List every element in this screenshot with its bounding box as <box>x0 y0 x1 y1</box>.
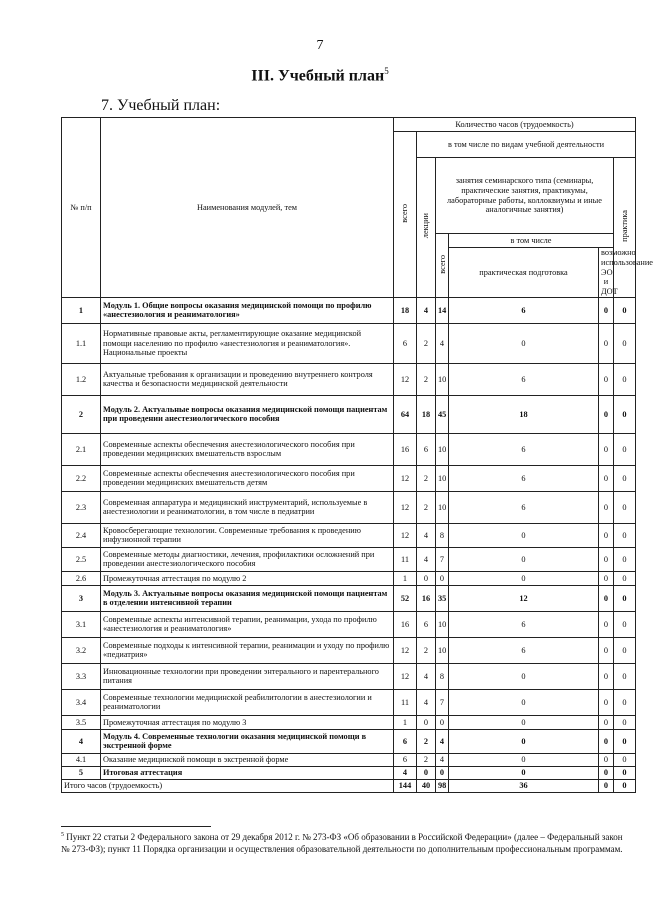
row-num: 3.4 <box>62 689 101 715</box>
header-including: в том числе <box>449 234 614 248</box>
row-name: Актуальные требования к организации и проведению внутреннего контроля качества и безопасности медицинской деятельности <box>101 363 394 395</box>
module-row <box>62 297 636 323</box>
header-num: № п/п <box>62 118 101 298</box>
row-num: 2.2 <box>62 465 101 491</box>
row-pp: 6 <box>449 433 599 465</box>
row-lec: 2 <box>417 363 436 395</box>
row-total: 18 <box>394 297 417 323</box>
section-title <box>0 66 640 85</box>
totals-pr: 0 <box>614 779 636 792</box>
row-num: 3.2 <box>62 637 101 663</box>
row-sem: 10 <box>436 637 449 663</box>
row-lec: 4 <box>417 663 436 689</box>
row-sem: 10 <box>436 491 449 523</box>
topic-row <box>62 571 636 585</box>
row-num: 1.2 <box>62 363 101 395</box>
row-pp: 6 <box>449 465 599 491</box>
row-pr: 0 <box>614 297 636 323</box>
row-eo: 0 <box>599 297 614 323</box>
row-name: Инновационные технологии при проведении энтерального и парентерального питания <box>101 663 394 689</box>
row-name: Промежуточная аттестация по модулю 2 <box>101 571 394 585</box>
curriculum-table <box>61 117 653 793</box>
row-name: Итоговая аттестация <box>101 766 394 779</box>
row-eo: 0 <box>599 363 614 395</box>
topic-row <box>62 689 636 715</box>
row-total: 12 <box>394 465 417 491</box>
row-eo: 0 <box>599 663 614 689</box>
row-eo: 0 <box>599 323 614 363</box>
row-lec: 6 <box>417 433 436 465</box>
row-sem: 0 <box>436 571 449 585</box>
row-pp: 0 <box>449 323 599 363</box>
module-row <box>62 585 636 611</box>
header-practice-text: практика <box>619 210 629 242</box>
curriculum-table-body <box>62 297 636 792</box>
row-eo: 0 <box>599 689 614 715</box>
row-total: 12 <box>394 491 417 523</box>
row-num: 1.1 <box>62 323 101 363</box>
totals-row <box>62 779 636 792</box>
row-sem: 4 <box>436 323 449 363</box>
row-name: Современные аспекты обеспечения анестезиологического пособия при проведении медицинских вмешательств взрослым <box>101 433 394 465</box>
totals-lec: 40 <box>417 779 436 792</box>
row-name: Оказание медицинской помощи в экстренной форме <box>101 753 394 766</box>
row-pp: 0 <box>449 547 599 571</box>
header-total-text: всего <box>400 203 410 223</box>
row-pr: 0 <box>614 571 636 585</box>
totals-sem: 98 <box>436 779 449 792</box>
topic-row <box>62 715 636 729</box>
footnote-number: 5 <box>61 832 64 838</box>
module-row <box>62 395 636 433</box>
row-pp: 12 <box>449 585 599 611</box>
row-total: 12 <box>394 663 417 689</box>
row-total: 1 <box>394 715 417 729</box>
row-pp: 0 <box>449 753 599 766</box>
row-num: 2.4 <box>62 523 101 547</box>
row-total: 12 <box>394 363 417 395</box>
row-pr: 0 <box>614 585 636 611</box>
row-sem: 0 <box>436 766 449 779</box>
row-name: Современные подходы к интенсивной терапии, реанимации и уходу по профилю «педиатрия» <box>101 637 394 663</box>
row-sem: 10 <box>436 611 449 637</box>
row-total: 4 <box>394 766 417 779</box>
row-pr: 0 <box>614 523 636 547</box>
topic-row <box>62 433 636 465</box>
row-pr: 0 <box>614 491 636 523</box>
row-eo: 0 <box>599 753 614 766</box>
row-total: 11 <box>394 689 417 715</box>
row-num: 2.6 <box>62 571 101 585</box>
row-pr: 0 <box>614 547 636 571</box>
footnote <box>61 832 626 855</box>
row-pp: 0 <box>449 523 599 547</box>
row-lec: 2 <box>417 729 436 753</box>
row-pr: 0 <box>614 753 636 766</box>
topic-row <box>62 491 636 523</box>
row-sem: 35 <box>436 585 449 611</box>
row-lec: 2 <box>417 491 436 523</box>
row-total: 12 <box>394 523 417 547</box>
row-sem: 8 <box>436 663 449 689</box>
row-name: Модуль 1. Общие вопросы оказания медицинской помощи по профилю «анестезиология и реаниматология» <box>101 297 394 323</box>
module-row <box>62 766 636 779</box>
header-lectures-text: лекции <box>421 213 431 239</box>
row-pp: 6 <box>449 363 599 395</box>
row-pr: 0 <box>614 663 636 689</box>
row-pp: 6 <box>449 491 599 523</box>
topic-row <box>62 637 636 663</box>
page-number: 7 <box>316 38 324 53</box>
totals-total: 144 <box>394 779 417 792</box>
row-pr: 0 <box>614 465 636 491</box>
topic-row <box>62 323 636 363</box>
topic-row <box>62 465 636 491</box>
row-pr: 0 <box>614 729 636 753</box>
totals-pp: 36 <box>449 779 599 792</box>
row-num: 2.1 <box>62 433 101 465</box>
row-name: Модуль 4. Современные технологии оказания медицинской помощи в экстренной форме <box>101 729 394 753</box>
row-pp: 0 <box>449 571 599 585</box>
row-total: 6 <box>394 753 417 766</box>
row-total: 12 <box>394 637 417 663</box>
row-pp: 6 <box>449 611 599 637</box>
row-lec: 2 <box>417 465 436 491</box>
row-name: Современные технологии медицинской реабилитологии в анестезиологии и реаниматологии <box>101 689 394 715</box>
row-pp: 6 <box>449 637 599 663</box>
row-name: Кровосберегающие технологии. Современные требования к проведению инфузионной терапии <box>101 523 394 547</box>
topic-row <box>62 753 636 766</box>
row-eo: 0 <box>599 637 614 663</box>
module-row <box>62 729 636 753</box>
row-lec: 2 <box>417 637 436 663</box>
topic-row <box>62 523 636 547</box>
table-caption: 7. Учебный план: <box>101 97 221 114</box>
section-title-text: III. Учебный план <box>251 67 385 85</box>
totals-label: Итого часов (трудоемкость) <box>62 779 394 792</box>
row-eo: 0 <box>599 547 614 571</box>
header-total <box>394 132 417 298</box>
row-eo: 0 <box>599 433 614 465</box>
row-lec: 4 <box>417 689 436 715</box>
row-eo: 0 <box>599 766 614 779</box>
header-sem-total-text: всего <box>438 254 447 274</box>
row-pr: 0 <box>614 611 636 637</box>
row-lec: 0 <box>417 571 436 585</box>
row-pp: 0 <box>449 766 599 779</box>
row-pp: 0 <box>449 689 599 715</box>
row-total: 52 <box>394 585 417 611</box>
header-hours-group: Количество часов (трудоемкость) <box>394 118 636 132</box>
row-eo: 0 <box>599 491 614 523</box>
row-total: 16 <box>394 433 417 465</box>
row-num: 1 <box>62 297 101 323</box>
row-total: 64 <box>394 395 417 433</box>
row-pr: 0 <box>614 363 636 395</box>
row-num: 2 <box>62 395 101 433</box>
row-num: 4.1 <box>62 753 101 766</box>
row-eo: 0 <box>599 715 614 729</box>
row-sem: 8 <box>436 523 449 547</box>
row-num: 5 <box>62 766 101 779</box>
row-sem: 10 <box>436 433 449 465</box>
row-lec: 4 <box>417 523 436 547</box>
header-eo-dot: возможно использование ЭО и ДОТ <box>599 248 614 298</box>
row-lec: 16 <box>417 585 436 611</box>
header-practice <box>614 158 636 298</box>
row-eo: 0 <box>599 523 614 547</box>
row-num: 3 <box>62 585 101 611</box>
row-pp: 0 <box>449 729 599 753</box>
row-total: 1 <box>394 571 417 585</box>
row-num: 4 <box>62 729 101 753</box>
row-sem: 0 <box>436 715 449 729</box>
row-name: Модуль 2. Актуальные вопросы оказания медицинской помощи пациентам при проведении анестезиологического пособия <box>101 395 394 433</box>
row-name: Промежуточная аттестация по модулю 3 <box>101 715 394 729</box>
row-lec: 18 <box>417 395 436 433</box>
row-total: 6 <box>394 729 417 753</box>
row-lec: 6 <box>417 611 436 637</box>
row-pr: 0 <box>614 689 636 715</box>
header-name: Наименования модулей, тем <box>101 118 394 298</box>
header-lectures <box>417 158 436 298</box>
row-pp: 18 <box>449 395 599 433</box>
row-sem: 7 <box>436 547 449 571</box>
row-total: 11 <box>394 547 417 571</box>
topic-row <box>62 611 636 637</box>
row-num: 2.3 <box>62 491 101 523</box>
row-eo: 0 <box>599 611 614 637</box>
row-eo: 0 <box>599 571 614 585</box>
row-lec: 2 <box>417 753 436 766</box>
topic-row <box>62 663 636 689</box>
footnote-text: Пункт 22 статьи 2 Федерального закона от 29 декабря 2012 г. № 273-ФЗ «Об образовании в Российской Федерации» (далее – Федеральный закон № 273-ФЗ); пункт 11 Порядка организации и осуществления образовательной деятельности по дополнительным профессиональным программам. <box>61 832 623 854</box>
topic-row <box>62 547 636 571</box>
row-total: 16 <box>394 611 417 637</box>
header-sem-total <box>436 234 449 298</box>
header-seminars: занятия семинарского типа (семинары, практические занятия, практикумы, лабораторные работы, коллоквиумы и иные аналогичные занятия) <box>436 158 614 234</box>
row-sem: 10 <box>436 363 449 395</box>
row-name: Нормативные правовые акты, регламентирующие оказание медицинской помощи населению по профилю «анестезиология и реаниматология». Национальные проекты <box>101 323 394 363</box>
row-eo: 0 <box>599 465 614 491</box>
row-num: 3.5 <box>62 715 101 729</box>
row-sem: 4 <box>436 729 449 753</box>
header-practical-training: практическая подготовка <box>449 248 599 298</box>
row-pr: 0 <box>614 766 636 779</box>
row-pr: 0 <box>614 715 636 729</box>
row-name: Современные аспекты интенсивной терапии, реанимации, ухода по профилю «анестезиология и реаниматология» <box>101 611 394 637</box>
row-sem: 45 <box>436 395 449 433</box>
row-sem: 10 <box>436 465 449 491</box>
row-lec: 0 <box>417 715 436 729</box>
row-pp: 0 <box>449 663 599 689</box>
row-pr: 0 <box>614 323 636 363</box>
row-lec: 4 <box>417 297 436 323</box>
row-num: 2.5 <box>62 547 101 571</box>
totals-eo: 0 <box>599 779 614 792</box>
topic-row <box>62 363 636 395</box>
row-name: Модуль 3. Актуальные вопросы оказания медицинской помощи пациентам в отделении интенсивной терапии <box>101 585 394 611</box>
row-sem: 4 <box>436 753 449 766</box>
row-pp: 0 <box>449 715 599 729</box>
row-num: 3.1 <box>62 611 101 637</box>
row-num: 3.3 <box>62 663 101 689</box>
row-name: Современные методы диагностики, лечения, профилактики осложнений при проведении анестезиологического пособия <box>101 547 394 571</box>
row-pp: 6 <box>449 297 599 323</box>
row-eo: 0 <box>599 729 614 753</box>
row-lec: 2 <box>417 323 436 363</box>
row-lec: 4 <box>417 547 436 571</box>
row-pr: 0 <box>614 637 636 663</box>
header-including-activity: в том числе по видам учебной деятельности <box>417 132 636 158</box>
row-name: Современная аппаратура и медицинский инструментарий, используемые в анестезиологии и реаниматологии, в том числе в педиатрии <box>101 491 394 523</box>
footnote-mark: 5 <box>384 66 389 76</box>
footnote-divider <box>61 826 211 827</box>
row-eo: 0 <box>599 585 614 611</box>
row-name: Современные аспекты обеспечения анестезиологического пособия при проведении медицинских вмешательств детям <box>101 465 394 491</box>
row-sem: 7 <box>436 689 449 715</box>
row-total: 6 <box>394 323 417 363</box>
row-eo: 0 <box>599 395 614 433</box>
row-pr: 0 <box>614 395 636 433</box>
row-pr: 0 <box>614 433 636 465</box>
row-sem: 14 <box>436 297 449 323</box>
row-lec: 0 <box>417 766 436 779</box>
